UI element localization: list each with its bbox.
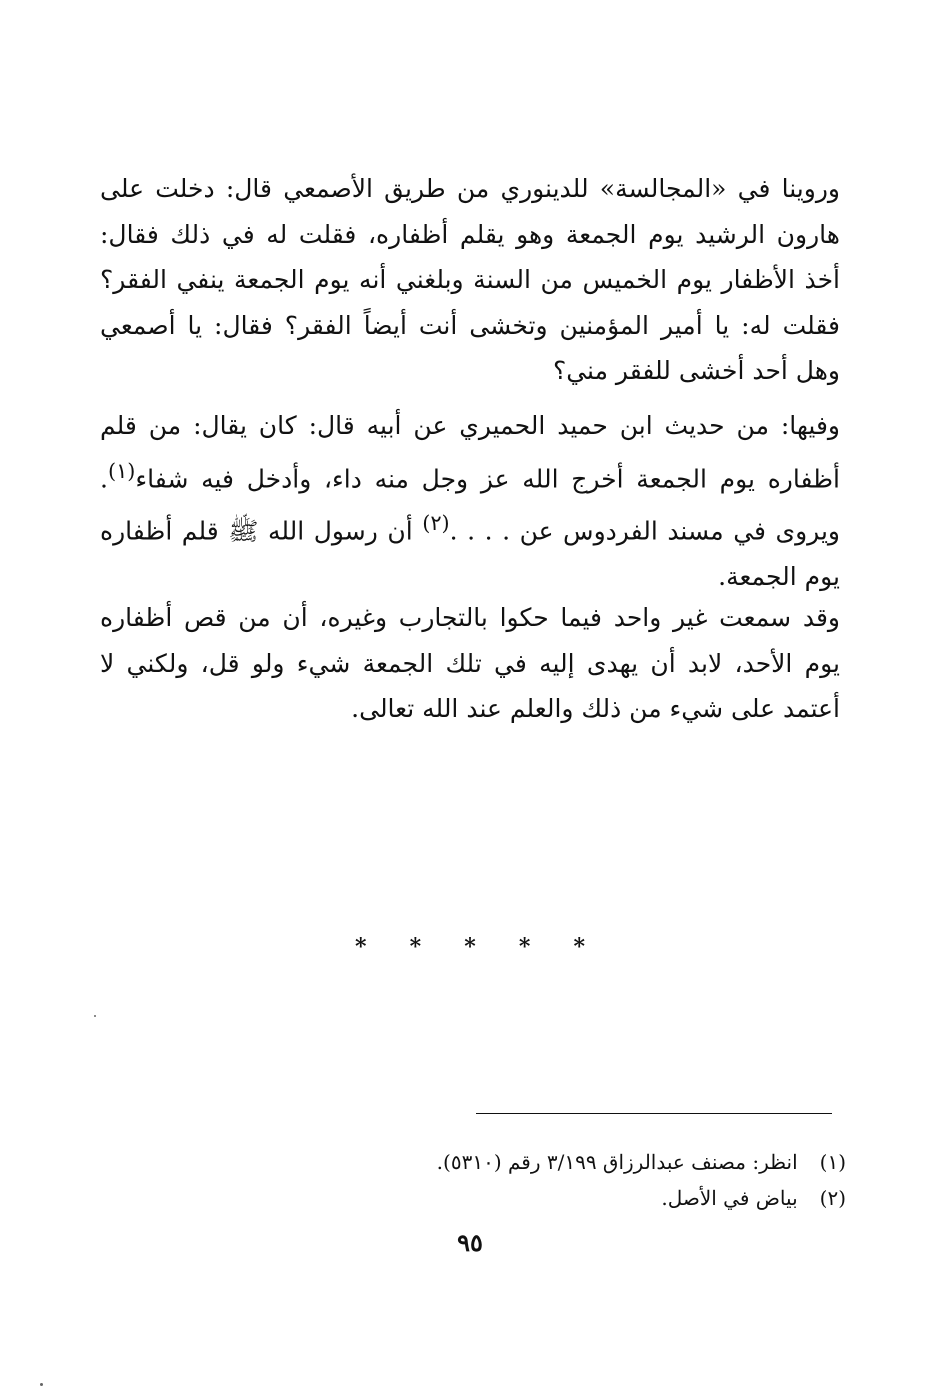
footnote-2-text: بياض في الأصل.	[661, 1186, 798, 1210]
footnote-marker-1: (١)	[107, 458, 136, 483]
section-separator	[355, 934, 585, 960]
page-number: ٩٥	[457, 1228, 483, 1257]
separator-star: *	[464, 934, 476, 960]
separator-star: *	[409, 934, 422, 960]
paragraph-2	[100, 403, 840, 600]
paragraph-2-text-b: . ويروى في مسند الفردوس عن . . . .	[100, 463, 840, 546]
footnote-1	[380, 1144, 846, 1180]
footnotes	[380, 1144, 846, 1216]
separator-star: *	[355, 934, 367, 960]
separator-star: *	[518, 934, 531, 960]
footnote-divider	[476, 1113, 832, 1114]
scan-speck	[94, 1015, 96, 1017]
paragraph-3-text: وقد سمعت غير واحد فيما حكوا بالتجارب وغيره، أن من قص أظفاره يوم الأحد، لابد أن يهدى إليه في تلك الجمعة شيء ولو قل، ولكني لا أعتمد على شيء من ذلك والعلم عند الله تعالى.	[100, 603, 840, 723]
separator-star: *	[573, 934, 585, 960]
footnote-marker-2: (٢)	[422, 511, 450, 536]
footnote-1-text: انظر: مصنف عبدالرزاق ٣/١٩٩ رقم (٥٣١٠).	[436, 1150, 798, 1174]
scan-speck	[40, 1383, 43, 1386]
paragraph-1	[100, 166, 840, 394]
paragraph-2-text-c: أن رسول الله ﷺ قلم أظفاره يوم الجمعة.	[100, 516, 840, 592]
paragraph-2-text-a: وفيها: من حديث ابن حميد الحميري عن أبيه قال: كان يقال: من قلم أظفاره يوم الجمعة أخرج الله عز وجل منه داء، وأدخل فيه شفاء	[100, 411, 840, 493]
footnote-2	[380, 1180, 846, 1216]
paragraph-3	[100, 595, 840, 732]
footnote-2-number: (٢)	[819, 1186, 846, 1210]
paragraph-1-text: وروينا في «المجالسة» للدينوري من طريق الأصمعي قال: دخلت على هارون الرشيد يوم الجمعة وهو يقلم أظفاره، فقلت له في ذلك فقال: أخذ الأظفار يوم الخميس من السنة وبلغني أنه يوم الجمعة ينفي الفقر؟ فقلت له: يا أمير المؤمنين وتخشى أنت أيضاً الفقر؟ فقال: يا أصمعي وهل أحد أخشى للفقر مني؟	[100, 174, 840, 385]
footnote-1-number: (١)	[819, 1150, 846, 1174]
